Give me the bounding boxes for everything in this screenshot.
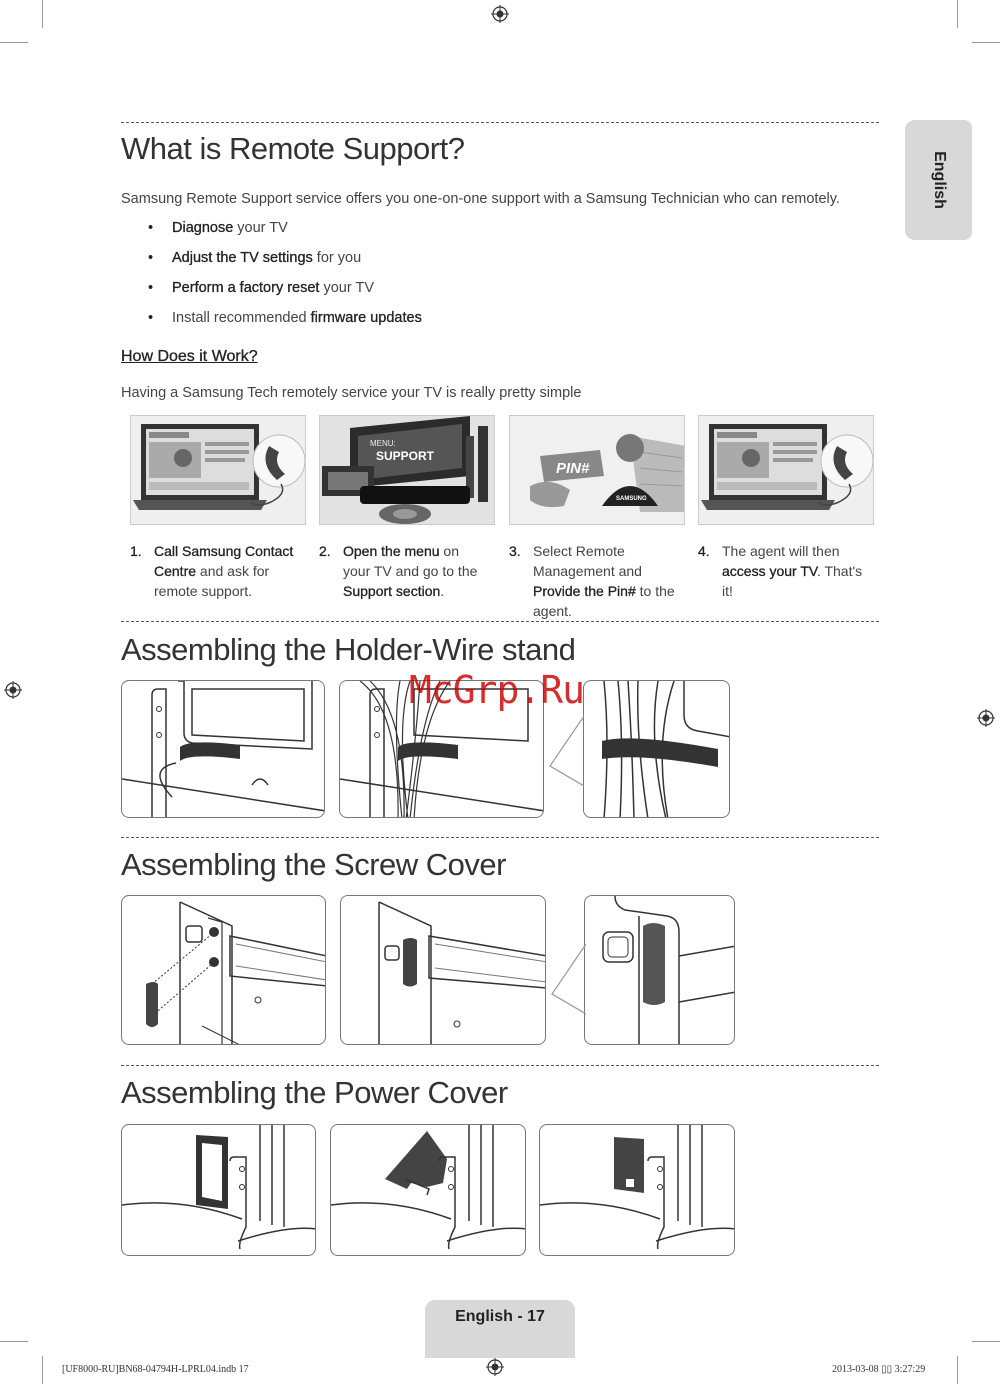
crop-mark <box>42 1356 43 1384</box>
step-description: The agent will then access your TV. That's it! <box>722 543 863 599</box>
pin-label: PIN# <box>556 460 590 477</box>
how-it-works-heading: How Does it Work? <box>121 348 258 365</box>
registration-mark-icon <box>977 709 995 727</box>
step-number: 4. <box>698 543 710 559</box>
crop-mark <box>957 1356 958 1384</box>
step-description: Open the menu on your TV and go to the Support section. <box>343 543 478 599</box>
support-label: SUPPORT <box>376 449 435 463</box>
zoom-callout-icon <box>546 944 586 1016</box>
holder-wire-diagram-1 <box>121 680 325 818</box>
section-title-holder-wire: Assembling the Holder-Wire stand <box>121 632 576 667</box>
list-item: • Diagnose your TV <box>148 219 422 249</box>
registration-mark-icon <box>486 1358 504 1376</box>
crop-mark <box>957 0 958 28</box>
step-4-image <box>698 415 874 525</box>
how-it-works-text: Having a Samsung Tech remotely service your TV is really pretty simple <box>121 385 582 401</box>
registration-mark-icon <box>4 681 22 699</box>
crop-mark <box>972 1341 1000 1342</box>
language-side-tab-label: English <box>930 151 948 209</box>
step-description: Select Remote Management and Provide the Pin# to the agent. <box>533 543 675 619</box>
power-cover-diagram-3 <box>539 1124 735 1256</box>
intro-text: Samsung Remote Support service offers you one-on-one support with a Samsung Technician who can remotely. <box>121 191 840 207</box>
crop-mark <box>0 1341 28 1342</box>
menu-label: MENU: <box>370 439 396 448</box>
language-side-tab <box>905 120 972 240</box>
step-description: Call Samsung Contact Centre and ask for remote support. <box>154 543 294 599</box>
samsung-logo-label: SAMSUNG <box>616 496 647 502</box>
step-2-text <box>319 541 489 601</box>
footer-file-info: [UF8000-RU]BN68-04794H-LPRL04.indb 17 <box>62 1364 249 1375</box>
feature-list <box>148 219 422 339</box>
power-cover-diagram-1 <box>121 1124 316 1256</box>
list-item: • Install recommended firmware updates <box>148 309 422 339</box>
footer-timestamp: 2013-03-08 ▯▯ 3:27:29 <box>832 1364 926 1375</box>
section-divider <box>121 1065 879 1066</box>
step-3-text <box>509 541 679 621</box>
crop-mark <box>972 42 1000 43</box>
section-title-screw-cover: Assembling the Screw Cover <box>121 847 506 882</box>
list-item: • Adjust the TV settings for you <box>148 249 422 279</box>
page-number: English - 17 <box>455 1308 545 1325</box>
crop-mark <box>0 42 28 43</box>
holder-wire-diagram-3 <box>583 680 730 818</box>
section-title-remote-support: What is Remote Support? <box>121 131 465 166</box>
screw-cover-diagram-3 <box>584 895 735 1045</box>
step-number: 3. <box>509 543 521 559</box>
power-cover-diagram-2 <box>330 1124 526 1256</box>
step-1-image <box>130 415 306 525</box>
page-number-tab <box>425 1300 575 1358</box>
watermark: McGrp.Ru <box>409 668 585 712</box>
section-divider <box>121 837 879 838</box>
section-divider <box>121 122 879 123</box>
screw-cover-diagram-1 <box>121 895 326 1045</box>
step-3-image <box>509 415 685 525</box>
step-2-image <box>319 415 495 525</box>
list-item: • Perform a factory reset your TV <box>148 279 422 309</box>
crop-mark <box>42 0 43 28</box>
screw-cover-diagram-2 <box>340 895 546 1045</box>
section-title-power-cover: Assembling the Power Cover <box>121 1075 508 1110</box>
step-4-text <box>698 541 868 601</box>
registration-mark-icon <box>491 5 509 23</box>
step-number: 1. <box>130 543 142 559</box>
section-divider <box>121 621 879 622</box>
step-1-text <box>130 541 300 601</box>
zoom-callout-icon <box>544 716 584 788</box>
step-number: 2. <box>319 543 331 559</box>
